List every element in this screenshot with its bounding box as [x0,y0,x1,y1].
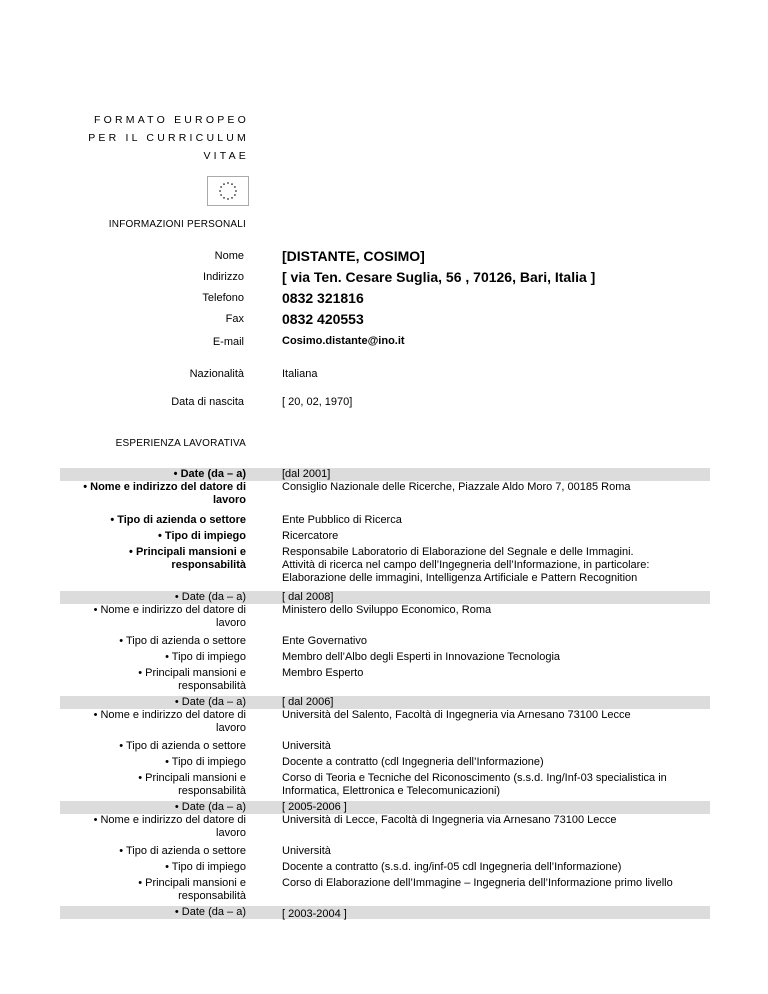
job3-mansioni-line1: Corso di Teoria e Tecniche del Riconoscimento (s.s.d. Ing/Inf-03 specialistica in [282,772,667,784]
label-nascita: Data di nascita [171,396,244,408]
job2-tipo-impiego: Membro dell’Albo degli Esperti in Innovazione Tecnologia [282,651,561,663]
label-datore-line2: lavoro [216,722,246,734]
job5-date: [ 2003-2004 ] [282,908,347,920]
label-telefono: Telefono [202,292,244,304]
job2-label-mansioni [60,667,246,693]
job3-label-tipo-azienda: • Tipo di azienda o settore [119,740,246,752]
job2-datore: Ministero dello Sviluppo Economico, Roma [282,604,492,616]
job4-label-tipo-impiego: • Tipo di impiego [165,861,246,873]
job4-tipo-azienda: Università [282,845,331,857]
job4-mansioni: Corso di Elaborazione dell’Immagine – Ingegneria dell’Informazione primo livello [282,877,673,889]
label-datore-line1: • Nome e indirizzo del datore di [93,709,246,721]
job3-mansioni [282,772,702,798]
value-nascita: [ 20, 02, 1970] [282,396,353,408]
job4-label-date: • Date (da – a) [174,801,246,813]
eu-flag-icon [207,176,249,206]
job1-date: [dal 2001] [282,468,331,480]
label-nome: Nome [214,250,244,262]
label-mansioni-line1: • Principali mansioni e [138,667,246,679]
job2-label-tipo-impiego: • Tipo di impiego [165,651,246,663]
job1-mansioni-line1: Responsabile Laboratorio di Elaborazione del Segnale e delle Immagini. [282,546,634,558]
job3-tipo-azienda: Università [282,740,331,752]
job2-date: [ dal 2008] [282,591,334,603]
label-datore-line2: lavoro [216,827,246,839]
job1-mansioni [282,546,702,585]
label-mansioni-line1: • Principali mansioni e [129,546,246,558]
cv-header [60,111,249,165]
job4-datore: Università di Lecce, Facoltà di Ingegneria via Arnesano 73100 Lecce [282,814,617,826]
job1-label-datore [60,481,246,507]
job3-label-date: • Date (da – a) [174,696,246,708]
job1-tipo-impiego: Ricercatore [282,530,339,542]
label-datore-line2: lavoro [216,617,246,629]
value-telefono: 0832 321816 [282,290,364,306]
label-mansioni-line1: • Principali mansioni e [138,877,246,889]
section-title-personal: INFORMAZIONI PERSONALI [108,219,246,230]
job3-date: [ dal 2006] [282,696,334,708]
value-indirizzo: [ via Ten. Cesare Suglia, 56 , 70126, Bari, Italia ] [282,269,596,285]
label-nazionalita: Nazionalità [189,368,244,380]
job1-mansioni-line3: Elaborazione delle immagini, Intelligenza Artificiale e Pattern Recognition [282,572,638,584]
job4-label-tipo-azienda: • Tipo di azienda o settore [119,845,246,857]
label-indirizzo: Indirizzo [203,271,244,283]
job2-mansioni: Membro Esperto [282,667,364,679]
job2-tipo-azienda: Ente Governativo [282,635,367,647]
job3-label-mansioni [60,772,246,798]
job1-label-mansioni [60,546,246,572]
job3-mansioni-line2: Informatica, Elettronica e Telecomunicazioni) [282,785,501,797]
label-mansioni-line2: responsabilità [171,559,246,571]
header-line-1: FORMATO EUROPEO [94,114,249,126]
job4-label-datore [60,814,246,840]
job2-label-date: • Date (da – a) [174,591,246,603]
job4-label-mansioni [60,877,246,903]
section-title-experience: ESPERIENZA LAVORATIVA [115,438,246,449]
job3-label-tipo-impiego: • Tipo di impiego [165,756,246,768]
job3-datore: Università del Salento, Facoltà di Ingegneria via Arnesano 73100 Lecce [282,709,631,721]
job1-label-tipo-impiego: • Tipo di impiego [158,530,246,542]
job4-tipo-impiego: Docente a contratto (s.s.d. ing/inf-05 cdl Ingegneria dell’Informazione) [282,861,622,873]
header-line-3: VITAE [203,150,249,162]
job3-label-datore [60,709,246,735]
label-fax: Fax [225,313,244,325]
value-nome: [DISTANTE, COSIMO] [282,248,425,264]
value-nazionalita: Italiana [282,368,318,380]
job4-date: [ 2005-2006 ] [282,801,347,813]
label-mansioni-line1: • Principali mansioni e [138,772,246,784]
label-email: E-mail [212,336,244,348]
label-mansioni-line2: responsabilità [178,680,246,692]
label-mansioni-line2: responsabilità [178,785,246,797]
job1-label-tipo-azienda: • Tipo di azienda o settore [110,514,246,526]
header-line-2: PER IL CURRICULUM [88,132,249,144]
job2-label-tipo-azienda: • Tipo di azienda o settore [119,635,246,647]
value-email: Cosimo.distante@ino.it [282,335,405,347]
job1-mansioni-line2: Attività di ricerca nel campo dell’Ingegneria dell’Informazione, in particolare: [282,559,650,571]
label-mansioni-line2: responsabilità [178,890,246,902]
label-datore-line1: • Nome e indirizzo del datore di [93,814,246,826]
label-datore-line1: • Nome e indirizzo del datore di [93,604,246,616]
label-datore-line2: lavoro [212,494,246,506]
job1-datore: Consiglio Nazionale delle Ricerche, Piazzale Aldo Moro 7, 00185 Roma [282,481,631,493]
job1-tipo-azienda: Ente Pubblico di Ricerca [282,514,402,526]
label-datore-line1: • Nome e indirizzo del datore di [83,481,246,493]
job5-label-date: • Date (da – a) [174,906,246,918]
value-fax: 0832 420553 [282,311,364,327]
job3-tipo-impiego: Docente a contratto (cdl Ingegneria dell’Informazione) [282,756,544,768]
job2-label-datore [60,604,246,630]
job1-label-date: • Date (da – a) [173,468,246,480]
